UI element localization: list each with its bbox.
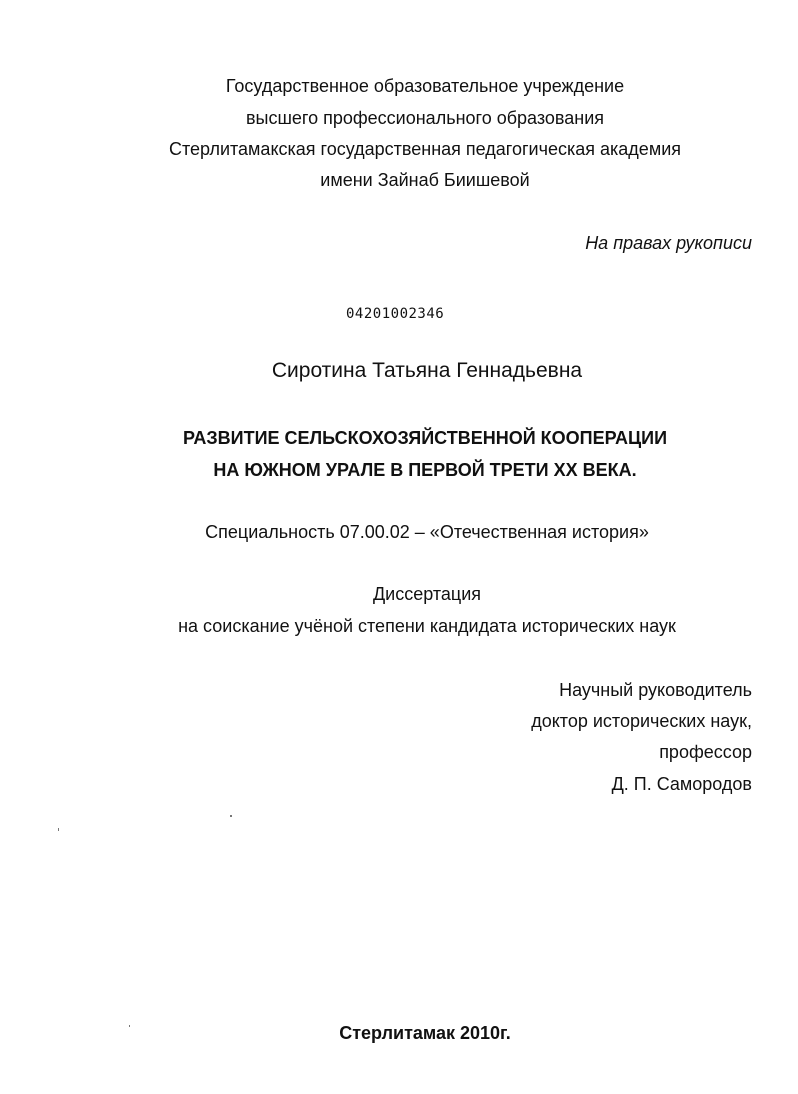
- dissertation-title-line-1: РАЗВИТИЕ СЕЛЬСКОХОЗЯЙСТВЕННОЙ КООПЕРАЦИИ: [182, 428, 668, 448]
- dissertation-purpose: на соискание учёной степени кандидата исторических наук: [178, 616, 676, 636]
- institution-line-4: имени Зайнаб Биишевой: [320, 170, 530, 190]
- institution-line-1: Государственное образовательное учреждение: [225, 76, 625, 96]
- scan-speck: [58, 828, 59, 831]
- author-name: Сиротина Татьяна Геннадьевна: [271, 359, 583, 382]
- dissertation-title-line-2: НА ЮЖНОМ УРАЛЕ В ПЕРВОЙ ТРЕТИ XX ВЕКА.: [213, 460, 637, 480]
- dissertation-label: Диссертация: [372, 584, 482, 604]
- supervisor-rank: профессор: [659, 742, 752, 762]
- city-year: Стерлитамак 2010г.: [339, 1023, 511, 1043]
- manuscript-note: На правах рукописи: [585, 233, 752, 253]
- supervisor-name: Д. П. Самородов: [611, 774, 752, 794]
- specialty: Специальность 07.00.02 – «Отечественная история»: [205, 522, 649, 542]
- supervisor-role: Научный руководитель: [559, 680, 752, 700]
- institution-line-2: высшего профессионального образования: [245, 108, 605, 128]
- registration-code: 04201002346: [346, 306, 445, 322]
- supervisor-degree: доктор исторических наук,: [531, 711, 752, 731]
- scan-speck: [230, 815, 232, 817]
- institution-line-3: Стерлитамакская государственная педагогическая академия: [169, 139, 681, 159]
- scan-speck: [129, 1025, 130, 1027]
